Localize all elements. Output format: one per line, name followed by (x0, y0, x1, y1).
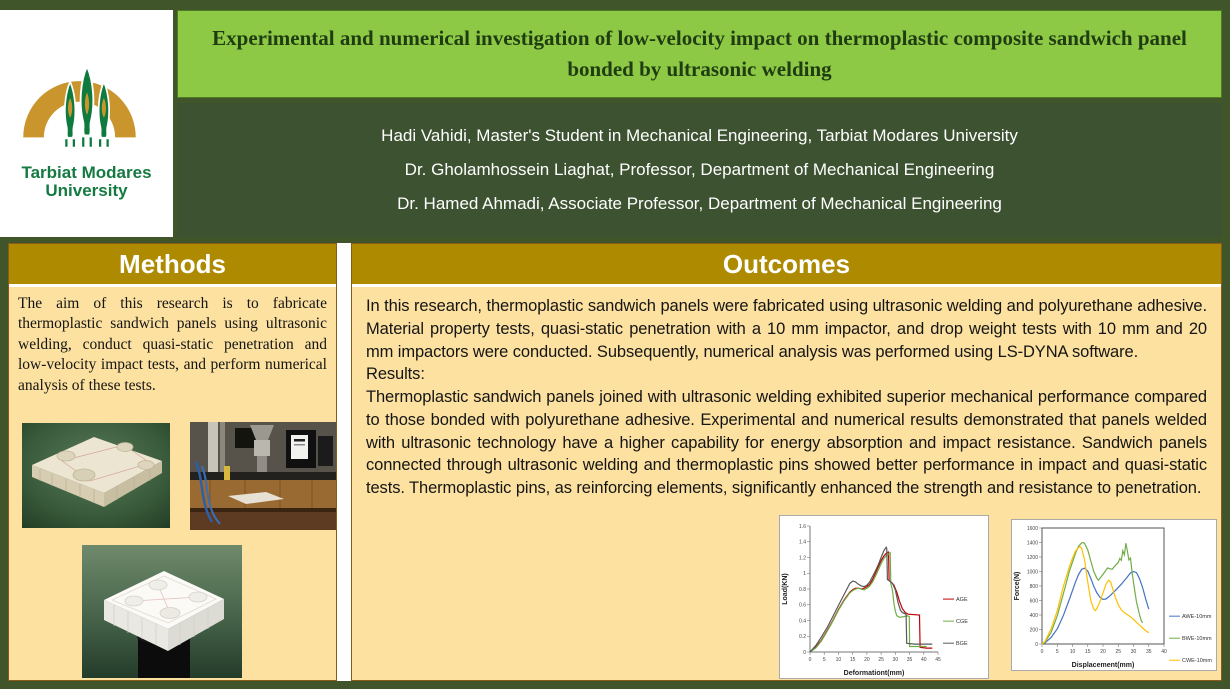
svg-text:0.8: 0.8 (799, 586, 806, 593)
svg-text:20: 20 (864, 657, 870, 663)
outcomes-paragraph-1: In this research, thermoplastic sandwich panels were fabricated using ultrasonic welding and polyurethane adhesive. Material property tests, quasi-static penetration with a 10 mm impactor, and drop weight tests with 10 mm and 20 mm impactors were conducted. Subsequently, numerical analysis was performed using LS-DYNA software. (366, 297, 1207, 361)
svg-text:35: 35 (906, 657, 913, 663)
svg-text:20: 20 (1100, 649, 1106, 655)
panel-divider (337, 243, 351, 681)
svg-text:0.2: 0.2 (799, 634, 806, 641)
svg-text:10: 10 (1069, 649, 1076, 655)
svg-text:Deformationt(mm): Deformationt(mm) (843, 670, 905, 677)
svg-text:Force(N): Force(N) (1014, 571, 1021, 601)
outcomes-header-label: Outcomes (722, 248, 851, 279)
load-deformation-chart (779, 515, 989, 679)
svg-text:30: 30 (1130, 649, 1137, 655)
svg-text:1.2: 1.2 (799, 555, 806, 562)
outcomes-section (351, 243, 1222, 681)
svg-text:1.6: 1.6 (799, 523, 806, 530)
svg-text:AWE-10mm: AWE-10mm (1182, 614, 1212, 621)
svg-text:15: 15 (849, 657, 856, 663)
svg-text:35: 35 (1145, 649, 1152, 655)
svg-text:200: 200 (1029, 627, 1038, 634)
svg-text:400: 400 (1029, 612, 1038, 619)
svg-text:1: 1 (803, 571, 806, 578)
svg-text:0: 0 (1035, 641, 1038, 648)
methods-text: The aim of this research is to fabricate thermoplastic sandwich panels using ultrasonic welding, conduct quasi-static penetration and low-velocity impact tests, and perform numerical analysis of these tests. (18, 295, 327, 394)
authors-section (177, 103, 1222, 237)
photo-sandwich-panel-angled (22, 423, 170, 528)
svg-text:1000: 1000 (1026, 569, 1038, 576)
svg-text:0: 0 (808, 657, 812, 663)
svg-text:5: 5 (1055, 649, 1059, 655)
force-displacement-chart (1011, 519, 1217, 671)
svg-text:10: 10 (835, 657, 842, 663)
svg-text:40: 40 (920, 657, 927, 663)
svg-text:BWE-10mm: BWE-10mm (1182, 636, 1212, 643)
tarbiat-modares-logo-icon (12, 22, 162, 172)
svg-text:Load(KN): Load(KN) (782, 573, 789, 605)
svg-text:30: 30 (892, 657, 899, 663)
svg-text:CGE: CGE (956, 619, 968, 626)
svg-text:40: 40 (1161, 649, 1167, 655)
svg-text:1.4: 1.4 (799, 539, 806, 546)
svg-text:0.4: 0.4 (799, 618, 806, 625)
svg-text:1400: 1400 (1026, 540, 1038, 547)
outcomes-paragraph-2: Thermoplastic sandwich panels joined with ultrasonic welding exhibited superior mechanical performance compared to those bonded with polyurethane adhesive. Experimental and numerical results demonstrated that panels welded with ultrasonic technology have a higher capability for energy absorption and impact resistance. Sandwich panels connected through ultrasonic welding and thermoplastic pins showed better performance in impact and quasi-static tests. Thermoplastic pins, as reinforcing elements, significantly enhanced the strength and resistance to penetration. (366, 388, 1207, 498)
svg-text:45: 45 (935, 657, 941, 663)
svg-text:15: 15 (1084, 649, 1091, 655)
author-line-1: Hadi Vahidi, Master's Student in Mechanical Engineering, Tarbiat Modares University (381, 126, 1018, 145)
svg-text:1200: 1200 (1026, 554, 1038, 561)
svg-text:0.6: 0.6 (799, 602, 806, 609)
svg-text:5: 5 (822, 657, 826, 663)
photo-test-setup (190, 422, 336, 530)
svg-text:0: 0 (1040, 649, 1044, 655)
svg-text:25: 25 (878, 657, 884, 663)
author-line-3: Dr. Hamed Ahmadi, Associate Professor, Department of Mechanical Engineering (397, 194, 1002, 213)
poster-title: Experimental and numerical investigation of low-velocity impact on thermoplastic composite sandwich panel bonded by ultrasonic welding (212, 25, 1187, 81)
methods-header (9, 244, 336, 284)
poster-title-banner (177, 10, 1222, 98)
methods-body (9, 287, 336, 680)
svg-text:1600: 1600 (1026, 525, 1038, 532)
svg-text:600: 600 (1029, 598, 1038, 605)
photo-welded-panel-on-stand (82, 545, 242, 678)
outcomes-body (352, 287, 1221, 680)
svg-text:0: 0 (803, 649, 806, 656)
svg-text:AGE: AGE (956, 597, 968, 604)
svg-text:Displacement(mm): Displacement(mm) (1071, 662, 1135, 669)
svg-text:BGE: BGE (956, 641, 968, 648)
university-logo (0, 10, 173, 237)
svg-text:25: 25 (1115, 649, 1122, 655)
logo-text-line1: Tarbiat Modares (21, 163, 152, 182)
author-line-2: Dr. Gholamhossein Liaghat, Professor, Department of Mechanical Engineering (404, 160, 995, 179)
outcomes-results-label: Results: (366, 365, 425, 384)
logo-text-line2: University (45, 181, 128, 201)
methods-section (8, 243, 337, 681)
methods-header-label: Methods (119, 248, 226, 279)
svg-text:CWE-10mm: CWE-10mm (1182, 658, 1212, 665)
svg-text:800: 800 (1029, 583, 1038, 590)
outcomes-header (352, 244, 1221, 284)
